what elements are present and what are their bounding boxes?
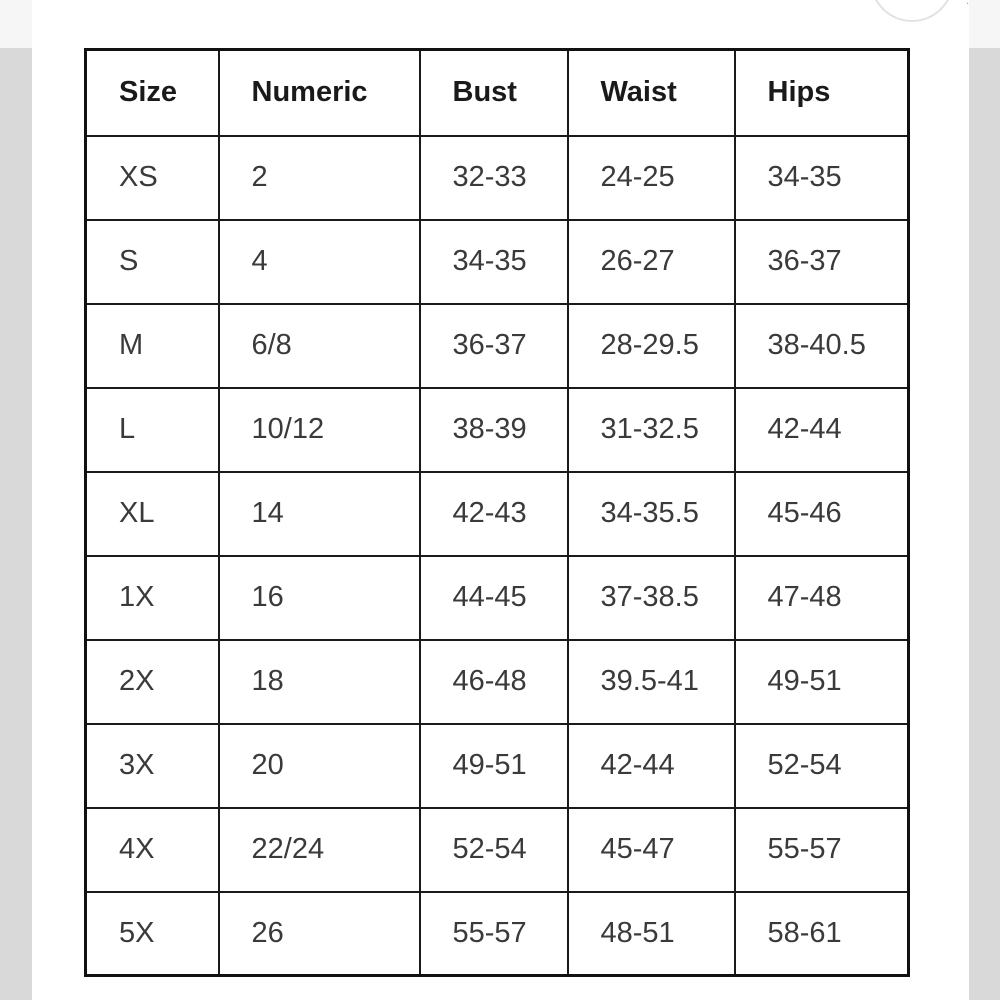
size-chart-table [84, 48, 910, 977]
cell-numeric: 18 [219, 640, 420, 724]
cell-size: S [86, 220, 219, 304]
cell-waist: 28-29.5 [568, 304, 735, 388]
cell-numeric: 4 [219, 220, 420, 304]
cell-bust: 52-54 [420, 808, 568, 892]
column-header-size: Size [86, 50, 219, 136]
cell-numeric: 22/24 [219, 808, 420, 892]
cell-hips: 55-57 [735, 808, 909, 892]
cell-numeric: 20 [219, 724, 420, 808]
column-header-hips: Hips [735, 50, 909, 136]
cell-bust: 32-33 [420, 136, 568, 220]
corner-close-icon[interactable]: · [966, 0, 970, 9]
cell-size: L [86, 388, 219, 472]
column-header-numeric: Numeric [219, 50, 420, 136]
cell-bust: 36-37 [420, 304, 568, 388]
cell-waist: 48-51 [568, 892, 735, 976]
cell-hips: 42-44 [735, 388, 909, 472]
cell-waist: 26-27 [568, 220, 735, 304]
cell-waist: 24-25 [568, 136, 735, 220]
cell-bust: 42-43 [420, 472, 568, 556]
table-row [86, 472, 909, 556]
cell-bust: 34-35 [420, 220, 568, 304]
cell-bust: 38-39 [420, 388, 568, 472]
cell-numeric: 2 [219, 136, 420, 220]
cell-hips: 34-35 [735, 136, 909, 220]
cell-waist: 42-44 [568, 724, 735, 808]
cell-hips: 38-40.5 [735, 304, 909, 388]
cell-bust: 46-48 [420, 640, 568, 724]
close-icon[interactable] [870, 0, 954, 22]
table-row [86, 304, 909, 388]
cell-hips: 52-54 [735, 724, 909, 808]
cell-waist: 39.5-41 [568, 640, 735, 724]
table-row [86, 556, 909, 640]
cell-waist: 31-32.5 [568, 388, 735, 472]
cell-waist: 37-38.5 [568, 556, 735, 640]
table-row [86, 136, 909, 220]
cell-hips: 45-46 [735, 472, 909, 556]
cell-bust: 55-57 [420, 892, 568, 976]
cell-hips: 49-51 [735, 640, 909, 724]
cell-numeric: 6/8 [219, 304, 420, 388]
cell-size: 4X [86, 808, 219, 892]
table-row [86, 808, 909, 892]
cell-hips: 47-48 [735, 556, 909, 640]
table-body [86, 136, 909, 976]
column-header-bust: Bust [420, 50, 568, 136]
table-row [86, 892, 909, 976]
cell-size: M [86, 304, 219, 388]
column-header-waist: Waist [568, 50, 735, 136]
cell-waist: 45-47 [568, 808, 735, 892]
table-row [86, 724, 909, 808]
cell-bust: 49-51 [420, 724, 568, 808]
table-header-row [86, 50, 909, 136]
cell-numeric: 10/12 [219, 388, 420, 472]
cell-size: 1X [86, 556, 219, 640]
cell-waist: 34-35.5 [568, 472, 735, 556]
cell-hips: 36-37 [735, 220, 909, 304]
cell-size: 3X [86, 724, 219, 808]
cell-hips: 58-61 [735, 892, 909, 976]
cell-numeric: 16 [219, 556, 420, 640]
cell-size: 5X [86, 892, 219, 976]
cell-size: XS [86, 136, 219, 220]
table-row [86, 220, 909, 304]
cell-bust: 44-45 [420, 556, 568, 640]
table-row [86, 388, 909, 472]
table-row [86, 640, 909, 724]
cell-numeric: 26 [219, 892, 420, 976]
cell-numeric: 14 [219, 472, 420, 556]
cell-size: 2X [86, 640, 219, 724]
cell-size: XL [86, 472, 219, 556]
